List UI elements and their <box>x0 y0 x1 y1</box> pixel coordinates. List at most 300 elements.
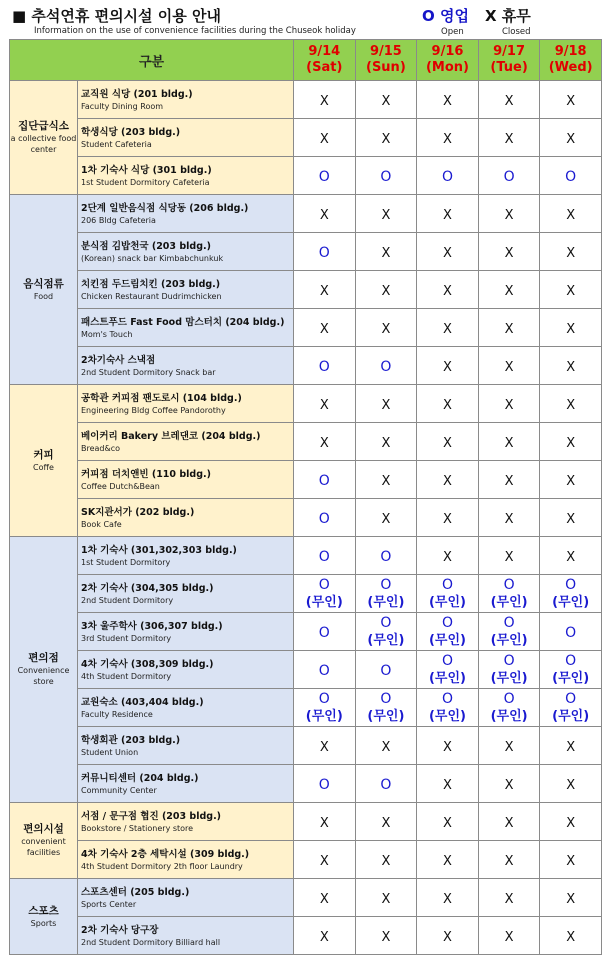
status-cell <box>417 689 479 727</box>
page-header <box>0 0 609 40</box>
status-cell <box>294 119 356 157</box>
status-cell <box>417 233 479 271</box>
facility-cell <box>78 499 294 537</box>
table-row <box>10 347 602 385</box>
closed-mark: X <box>504 550 514 565</box>
status-cell <box>478 841 540 879</box>
category-cell <box>10 385 78 537</box>
open-mark: O <box>318 244 330 261</box>
facility-name-en: Bookstore / Stationery store <box>81 823 194 833</box>
closed-mark: X <box>319 436 329 451</box>
status-cell <box>540 119 602 157</box>
status-cell <box>294 461 356 499</box>
day-date: 9/14 <box>308 44 341 59</box>
open-mark: O <box>503 576 515 593</box>
facility-cell <box>78 119 294 157</box>
status-cell <box>355 879 417 917</box>
legend-closed-en: Closed <box>502 27 531 37</box>
open-mark: O <box>503 614 515 631</box>
open-mark: O <box>565 576 577 593</box>
status-cell <box>540 765 602 803</box>
status-cell <box>355 195 417 233</box>
status-cell <box>294 917 356 955</box>
status-cell <box>355 689 417 727</box>
facility-name-en: 4th Student Dormitory <box>81 671 172 681</box>
status-cell <box>478 233 540 271</box>
facility-name-en: 4th Student Dormitory 2th floor Laundry <box>81 861 243 871</box>
closed-mark: X <box>381 132 391 147</box>
open-mark: O <box>503 690 515 707</box>
status-cell <box>355 651 417 689</box>
closed-mark: X <box>504 512 514 527</box>
closed-mark: X <box>319 398 329 413</box>
day-of-week: (Sat) <box>306 60 343 75</box>
facility-cell <box>78 917 294 955</box>
status-cell <box>478 651 540 689</box>
status-cell <box>417 499 479 537</box>
open-mark: O <box>380 358 392 375</box>
category-cell <box>10 879 78 955</box>
status-cell <box>294 765 356 803</box>
category-cell <box>10 81 78 195</box>
unmanned-label: (무인) <box>428 594 466 610</box>
facility-cell <box>78 803 294 841</box>
facility-cell <box>78 765 294 803</box>
status-cell <box>540 157 602 195</box>
legend-open-en: Open <box>441 27 464 37</box>
unmanned-label: (무인) <box>490 594 528 610</box>
unmanned-label: (무인) <box>428 708 466 724</box>
closed-mark: X <box>443 94 452 109</box>
status-cell <box>355 309 417 347</box>
unmanned-label: (무인) <box>490 708 528 724</box>
table-row <box>10 309 602 347</box>
closed-mark: X <box>504 94 514 109</box>
status-cell <box>540 233 602 271</box>
facility-cell <box>78 81 294 119</box>
open-mark: O <box>380 548 392 565</box>
unmanned-label: (무인) <box>552 708 590 724</box>
category-name-en: Sports <box>30 918 57 928</box>
category-name-en: Food <box>33 291 54 301</box>
status-cell <box>417 651 479 689</box>
status-cell <box>417 613 479 651</box>
status-cell <box>540 841 602 879</box>
status-cell <box>294 803 356 841</box>
status-cell <box>540 385 602 423</box>
closed-mark: X <box>504 436 514 451</box>
open-mark: O <box>380 576 392 593</box>
open-mark: O <box>318 548 330 565</box>
closed-mark: X <box>319 284 329 299</box>
facility-name: 교원숙소 (403,404 bldg.) <box>81 696 204 708</box>
status-cell <box>540 651 602 689</box>
open-mark: O <box>318 776 330 793</box>
closed-mark: X <box>319 208 329 223</box>
closed-mark: X <box>443 474 452 489</box>
unmanned-label: (무인) <box>428 632 466 648</box>
closed-mark: X <box>504 360 514 375</box>
legend-open: O 영업 <box>422 7 469 25</box>
status-cell <box>294 271 356 309</box>
closed-mark: X <box>566 284 576 299</box>
category-column-header: 구분 <box>10 40 294 81</box>
table-row <box>10 499 602 537</box>
status-cell <box>417 309 479 347</box>
status-cell <box>478 765 540 803</box>
status-cell <box>355 385 417 423</box>
open-mark: O <box>380 690 392 707</box>
status-cell <box>294 727 356 765</box>
open-mark: O <box>503 168 515 185</box>
open-mark: O <box>318 662 330 679</box>
status-cell <box>355 765 417 803</box>
status-cell <box>478 81 540 119</box>
status-cell <box>540 879 602 917</box>
closed-mark: X <box>566 132 576 147</box>
open-mark: O <box>441 576 453 593</box>
closed-mark: X <box>443 892 452 907</box>
closed-mark: X <box>381 322 391 337</box>
open-mark: O <box>318 624 330 641</box>
facility-name: 패스트푸드 Fast Food 맘스터치 (204 bldg.) <box>81 316 285 328</box>
closed-mark: X <box>443 778 452 793</box>
status-cell <box>478 689 540 727</box>
open-mark: O <box>318 472 330 489</box>
closed-mark: X <box>566 512 576 527</box>
status-cell <box>417 575 479 613</box>
facility-name: 4차 기숙사 (308,309 bldg.) <box>81 658 214 670</box>
facility-cell <box>78 537 294 575</box>
closed-mark: X <box>443 132 452 147</box>
day-of-week: (Wed) <box>548 60 593 75</box>
category-name-en: convenient facilities <box>21 837 66 857</box>
status-cell <box>355 423 417 461</box>
status-cell <box>355 461 417 499</box>
status-cell <box>478 157 540 195</box>
day-header <box>417 40 479 81</box>
category-name-en: Coffe <box>33 462 54 472</box>
status-cell <box>294 841 356 879</box>
status-cell <box>294 879 356 917</box>
facility-name-en: Community Center <box>81 785 157 795</box>
closed-mark: X <box>381 94 391 109</box>
facility-name: 4차 기숙사 2층 세탁시설 (309 bldg.) <box>81 848 250 860</box>
facility-name-en: 3rd Student Dormitory <box>81 633 172 643</box>
table-row <box>10 157 602 195</box>
status-cell <box>540 309 602 347</box>
status-cell <box>294 689 356 727</box>
status-cell <box>540 575 602 613</box>
closed-mark: X <box>381 208 391 223</box>
day-date: 9/15 <box>369 44 402 59</box>
status-cell <box>294 233 356 271</box>
open-mark: O <box>565 690 577 707</box>
closed-mark: X <box>381 246 391 261</box>
table-row <box>10 385 602 423</box>
table-row <box>10 575 602 613</box>
open-mark: O <box>318 168 330 185</box>
closed-mark: X <box>443 550 452 565</box>
category-name: 커피 <box>33 448 54 461</box>
day-header <box>478 40 540 81</box>
status-cell <box>478 309 540 347</box>
facility-name: 2차 기숙사 (304,305 bldg.) <box>81 582 214 594</box>
closed-mark: X <box>319 740 329 755</box>
closed-mark: X <box>443 398 452 413</box>
closed-mark: X <box>566 816 576 831</box>
status-cell <box>417 423 479 461</box>
facility-name: 3차 울주학사 (306,307 bldg.) <box>81 620 223 632</box>
category-name: 집단급식소 <box>18 120 69 132</box>
unmanned-label: (무인) <box>552 670 590 686</box>
status-cell <box>540 81 602 119</box>
unmanned-label: (무인) <box>367 632 405 648</box>
open-mark: O <box>318 576 330 593</box>
facility-name: 2차 기숙사 당구장 <box>81 924 159 936</box>
table-row <box>10 119 602 157</box>
closed-mark: X <box>381 854 391 869</box>
status-cell <box>478 347 540 385</box>
status-cell <box>478 917 540 955</box>
day-date: 9/18 <box>554 44 587 59</box>
status-cell <box>355 499 417 537</box>
facility-cell <box>78 423 294 461</box>
closed-mark: X <box>504 474 514 489</box>
open-mark: O <box>441 614 453 631</box>
facility-name: 1차 기숙사 식당 (301 bldg.) <box>81 164 212 176</box>
facility-schedule-table <box>9 39 602 955</box>
closed-mark: X <box>381 284 391 299</box>
closed-mark: X <box>381 816 391 831</box>
status-cell <box>540 537 602 575</box>
category-cell <box>10 537 78 803</box>
closed-mark: X <box>381 398 391 413</box>
closed-mark: X <box>504 740 514 755</box>
category-name: 편의시설 <box>23 823 64 835</box>
table-row <box>10 271 602 309</box>
status-cell <box>355 81 417 119</box>
status-cell <box>478 499 540 537</box>
status-cell <box>294 499 356 537</box>
status-cell <box>294 613 356 651</box>
status-cell <box>478 803 540 841</box>
facility-cell <box>78 271 294 309</box>
open-mark: O <box>565 168 577 185</box>
closed-mark: X <box>319 930 329 945</box>
status-cell <box>540 271 602 309</box>
day-date: 9/17 <box>493 44 526 59</box>
facility-name-en: Bread&co <box>81 443 121 453</box>
status-cell <box>478 423 540 461</box>
closed-mark: X <box>566 208 576 223</box>
closed-mark: X <box>566 892 576 907</box>
status-cell <box>355 119 417 157</box>
status-cell <box>478 461 540 499</box>
status-cell <box>355 271 417 309</box>
closed-mark: X <box>504 778 514 793</box>
facility-name: 학생식당 (203 bldg.) <box>81 126 181 138</box>
status-cell <box>417 195 479 233</box>
unmanned-label: (무인) <box>367 708 405 724</box>
status-cell <box>294 537 356 575</box>
status-cell <box>478 727 540 765</box>
closed-mark: X <box>319 322 329 337</box>
category-cell <box>10 803 78 879</box>
facility-cell <box>78 879 294 917</box>
status-cell <box>478 613 540 651</box>
facility-name: 분식점 김밥천국 (203 bldg.) <box>81 240 211 252</box>
table-row <box>10 613 602 651</box>
closed-mark: X <box>381 474 391 489</box>
facility-cell <box>78 727 294 765</box>
facility-name-en: (Korean) snack bar Kimbabchunkuk <box>81 253 224 263</box>
facility-name: 교직원 식당 (201 bldg.) <box>81 88 193 100</box>
day-header <box>355 40 417 81</box>
table-row <box>10 841 602 879</box>
closed-mark: X <box>443 512 452 527</box>
closed-mark: X <box>381 436 391 451</box>
day-of-week: (Mon) <box>425 60 469 75</box>
status-cell <box>540 499 602 537</box>
closed-mark: X <box>504 284 514 299</box>
facility-name: 커피점 더치앤빈 (110 bldg.) <box>81 468 211 480</box>
facility-name: 2차기숙사 스낵점 <box>81 354 156 366</box>
facility-cell <box>78 347 294 385</box>
closed-mark: X <box>504 398 514 413</box>
unmanned-label: (무인) <box>367 594 405 610</box>
closed-mark: X <box>566 322 576 337</box>
facility-name: SK지관서가 (202 bldg.) <box>81 506 195 518</box>
unmanned-label: (무인) <box>490 632 528 648</box>
open-mark: O <box>503 652 515 669</box>
table-row <box>10 195 602 233</box>
status-cell <box>478 271 540 309</box>
closed-mark: X <box>443 322 452 337</box>
status-cell <box>294 347 356 385</box>
facility-name-en: 1st Student Dormitory Cafeteria <box>81 177 210 187</box>
open-mark: O <box>318 690 330 707</box>
unmanned-label: (무인) <box>305 708 343 724</box>
table-row <box>10 423 602 461</box>
facility-name-en: Sports Center <box>81 899 137 909</box>
closed-mark: X <box>504 132 514 147</box>
category-name-en: a collective food center <box>10 134 77 154</box>
open-mark: O <box>380 168 392 185</box>
facility-name-en: 2nd Student Dormitory <box>81 595 174 605</box>
status-cell <box>294 81 356 119</box>
open-mark: O <box>380 776 392 793</box>
open-mark: O <box>380 614 392 631</box>
status-cell <box>417 917 479 955</box>
facility-name: 2단계 일반음식점 식당동 (206 bldg.) <box>81 202 249 214</box>
status-cell <box>478 879 540 917</box>
status-cell <box>478 195 540 233</box>
facility-name-en: Faculty Dining Room <box>81 101 164 111</box>
facility-name: 베이커리 Bakery 브레댄코 (204 bldg.) <box>81 430 261 442</box>
facility-cell <box>78 841 294 879</box>
status-cell <box>540 195 602 233</box>
facility-name-en: 1st Student Dormitory <box>81 557 171 567</box>
facility-name: 1차 기숙사 (301,302,303 bldg.) <box>81 544 237 556</box>
status-cell <box>417 879 479 917</box>
facility-name: 스포츠센터 (205 bldg.) <box>81 886 190 898</box>
table-row <box>10 689 602 727</box>
status-cell <box>355 157 417 195</box>
status-cell <box>294 423 356 461</box>
closed-mark: X <box>319 816 329 831</box>
closed-mark: X <box>319 892 329 907</box>
status-cell <box>417 119 479 157</box>
status-cell <box>355 613 417 651</box>
closed-mark: X <box>319 94 329 109</box>
status-cell <box>540 347 602 385</box>
status-cell <box>294 651 356 689</box>
category-name-en: Convenience store <box>17 666 70 686</box>
status-cell <box>355 537 417 575</box>
facility-name: 치킨점 두드림치킨 (203 bldg.) <box>81 278 221 290</box>
table-row <box>10 727 602 765</box>
closed-mark: X <box>566 778 576 793</box>
open-mark: O <box>318 358 330 375</box>
table-header-row <box>10 40 602 81</box>
facility-name-en: 2nd Student Dormitory Billiard hall <box>81 937 221 947</box>
closed-mark: X <box>319 854 329 869</box>
day-header <box>294 40 356 81</box>
facility-cell <box>78 461 294 499</box>
status-cell <box>417 803 479 841</box>
status-cell <box>540 689 602 727</box>
facility-name-en: Chicken Restaurant Dudrimchicken <box>81 291 222 301</box>
facility-name-en: Mom's Touch <box>81 329 133 339</box>
table-row <box>10 461 602 499</box>
status-cell <box>478 119 540 157</box>
status-cell <box>417 765 479 803</box>
facility-cell <box>78 689 294 727</box>
closed-mark: X <box>443 740 452 755</box>
status-cell <box>355 841 417 879</box>
status-cell <box>478 575 540 613</box>
closed-mark: X <box>504 854 514 869</box>
unmanned-label: (무인) <box>305 594 343 610</box>
table-row <box>10 917 602 955</box>
closed-mark: X <box>566 398 576 413</box>
facility-cell <box>78 233 294 271</box>
table-row <box>10 803 602 841</box>
closed-mark: X <box>443 436 452 451</box>
closed-mark: X <box>504 208 514 223</box>
closed-mark: X <box>566 436 576 451</box>
facility-name-en: Engineering Bldg Coffee Pandorothy <box>81 405 226 415</box>
facility-cell <box>78 575 294 613</box>
status-cell <box>478 385 540 423</box>
closed-mark: X <box>381 740 391 755</box>
closed-mark: X <box>566 474 576 489</box>
category-name: 스포츠 <box>28 904 59 917</box>
facility-cell <box>78 195 294 233</box>
open-mark: O <box>441 652 453 669</box>
closed-mark: X <box>504 816 514 831</box>
facility-cell <box>78 385 294 423</box>
status-cell <box>417 271 479 309</box>
status-cell <box>417 841 479 879</box>
facility-name-en: 2nd Student Dormitory Snack bar <box>81 367 216 377</box>
facility-name-en: 206 Bldg Cafeteria <box>81 215 156 225</box>
table-body <box>10 81 602 955</box>
closed-mark: X <box>566 930 576 945</box>
open-mark: O <box>441 690 453 707</box>
category-name: 편의점 <box>28 652 59 664</box>
